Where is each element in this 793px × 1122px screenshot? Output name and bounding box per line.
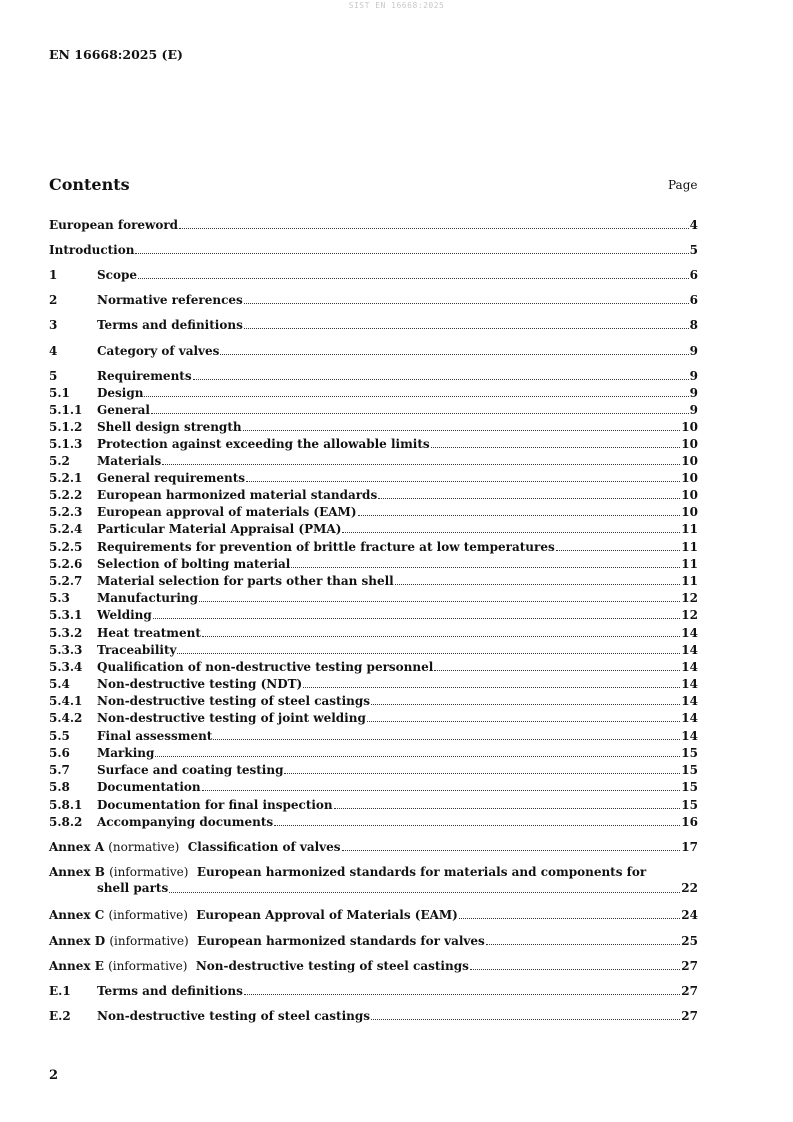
toc-title: Introduction (49, 243, 135, 257)
toc-page: 10 (681, 437, 698, 451)
dot-leader (153, 618, 681, 619)
toc-number: 5.5 (49, 729, 70, 743)
dot-leader (470, 969, 680, 970)
toc-title: Documentation for final inspection (97, 798, 333, 812)
annex-kind: (informative) (108, 908, 188, 922)
toc-title: Terms and definitions (97, 318, 243, 332)
toc-number: E.1 (49, 984, 71, 998)
dot-leader (244, 303, 689, 304)
dot-leader (213, 739, 680, 740)
toc-number: 5.2.6 (49, 557, 83, 571)
toc-title: Normative references (97, 293, 243, 307)
dot-leader (342, 532, 680, 533)
toc-number: 5.1.3 (49, 437, 83, 451)
toc-title: European harmonized material standards (97, 488, 378, 502)
annex-title: Classification of valves (187, 840, 341, 854)
annex-heading (49, 864, 698, 880)
toc-number: 3 (49, 318, 58, 332)
dot-leader (303, 687, 680, 688)
toc-title: Manufacturing (97, 591, 199, 605)
toc-title: Terms and definitions (97, 984, 243, 998)
toc-number: 5.1.2 (49, 420, 83, 434)
toc-title: Particular Material Appraisal (PMA) (97, 522, 342, 536)
toc-number: 5.2 (49, 454, 70, 468)
toc-number: 5.3 (49, 591, 70, 605)
toc-entry-ndt-welding[interactable] (49, 709, 698, 725)
toc-page: 17 (681, 840, 698, 854)
toc-page: 27 (681, 984, 698, 998)
toc-title: Non-destructive testing (NDT) (97, 677, 303, 691)
toc-title: Selection of bolting material (97, 557, 291, 571)
toc-page: 8 (689, 318, 698, 332)
toc-number: 5.3.4 (49, 660, 83, 674)
dot-leader (193, 379, 689, 380)
toc-entry-marking[interactable] (49, 744, 698, 760)
toc-title: Scope (97, 268, 138, 282)
toc-title: Marking (97, 746, 155, 760)
toc-number: 5.2.7 (49, 574, 83, 588)
dot-leader (459, 918, 680, 919)
toc-title: General (97, 403, 150, 417)
toc-number: 5.8.2 (49, 815, 83, 829)
toc-entry-bolting[interactable] (49, 555, 698, 571)
dot-leader (431, 447, 681, 448)
toc-entry-scope[interactable] (49, 266, 698, 282)
annex-kind: (informative) (108, 959, 188, 973)
dot-leader (291, 567, 680, 568)
annex-title: Non-destructive testing of steel castings (195, 959, 469, 973)
dot-leader (274, 825, 680, 826)
dot-leader (151, 413, 689, 414)
toc-entry-protection[interactable] (49, 435, 698, 451)
toc-number: 5.2.1 (49, 471, 83, 485)
dot-leader (169, 892, 680, 893)
toc-entry-heat-treatment[interactable] (49, 624, 698, 640)
toc-page: 14 (681, 660, 698, 674)
toc-page: 22 (681, 881, 698, 895)
toc-entry-shell-design[interactable] (49, 418, 698, 434)
toc-number: 5.2.3 (49, 505, 83, 519)
toc-entry-final-assessment[interactable] (49, 727, 698, 743)
toc-title: Category of valves (97, 344, 220, 358)
annex-heading (49, 840, 341, 854)
annex-heading (49, 908, 458, 922)
dot-leader (342, 850, 681, 851)
toc-number: 2 (49, 293, 58, 307)
toc-entry-annex-e[interactable] (49, 957, 698, 973)
toc-page: 24 (681, 908, 698, 922)
dot-leader (284, 773, 680, 774)
toc-title: Heat treatment (97, 626, 201, 640)
annex-label: Annex E (49, 959, 104, 973)
toc-entry-annex-b[interactable] (49, 864, 698, 896)
toc-page: 6 (689, 268, 698, 282)
dot-leader (199, 601, 680, 602)
annex-title: European harmonized standards for materials and components for (196, 865, 647, 879)
toc-entry-traceability[interactable] (49, 641, 698, 657)
toc-entry-e2[interactable] (49, 1007, 698, 1023)
toc-page: 10 (681, 488, 698, 502)
toc-page: 9 (689, 369, 698, 383)
toc-entry-introduction[interactable] (49, 241, 698, 257)
dot-leader (334, 808, 681, 809)
dot-leader (202, 636, 680, 637)
dot-leader (371, 1019, 680, 1020)
toc-page: 9 (689, 386, 698, 400)
toc-entry-brittle-fracture[interactable] (49, 538, 698, 554)
dot-leader (378, 498, 680, 499)
toc-number: 5 (49, 369, 58, 383)
toc-page: 11 (681, 557, 698, 571)
toc-number: 5.3.2 (49, 626, 83, 640)
dot-leader (202, 790, 681, 791)
toc-entry-general-requirements[interactable] (49, 469, 698, 485)
toc-title: Accompanying documents (97, 815, 274, 829)
toc-title: Welding (97, 608, 152, 622)
toc-page: 6 (689, 293, 698, 307)
toc-title: Requirements for prevention of brittle fracture at low temperatures (97, 540, 555, 554)
toc-entry-ndt-castings[interactable] (49, 692, 698, 708)
toc-entry-accompanying-docs[interactable] (49, 813, 698, 829)
dot-leader (395, 584, 681, 585)
document-id: EN 16668:2025 (E) (49, 47, 183, 62)
toc-entry-normative-references[interactable] (49, 291, 698, 307)
annex-label: Annex C (49, 908, 105, 922)
toc-number: 5.6 (49, 746, 70, 760)
dot-leader (243, 430, 681, 431)
toc-page: 12 (681, 591, 698, 605)
toc-entry-harmonized-material[interactable] (49, 486, 698, 502)
dot-leader (556, 550, 681, 551)
dot-leader (434, 670, 680, 671)
toc-title: General requirements (97, 471, 246, 485)
toc-page: 15 (681, 746, 698, 760)
dot-leader (371, 704, 680, 705)
toc-title: Non-destructive testing of joint welding (97, 711, 366, 725)
toc-number: 5.1 (49, 386, 70, 400)
toc-entry-pma[interactable] (49, 520, 698, 536)
toc-entry-eam[interactable] (49, 503, 698, 519)
contents-title: Contents (49, 175, 130, 194)
toc-entry-surface-coating[interactable] (49, 761, 698, 777)
dot-leader (162, 464, 680, 465)
toc-number: 5.2.4 (49, 522, 83, 536)
toc-title: Shell design strength (97, 420, 242, 434)
toc-entry-other-parts[interactable] (49, 572, 698, 588)
dot-leader (220, 354, 688, 355)
toc-page: 11 (681, 574, 698, 588)
toc-entry-welding[interactable] (49, 606, 698, 622)
annex-kind: (informative) (109, 865, 189, 879)
toc-page: 14 (681, 694, 698, 708)
toc-page: 25 (681, 934, 698, 948)
annex-label: Annex A (49, 840, 105, 854)
toc-title: Design (97, 386, 144, 400)
annex-heading (49, 934, 485, 948)
dot-leader (244, 328, 689, 329)
toc-title: Non-destructive testing of steel castings (97, 694, 371, 708)
annex-kind: (normative) (108, 840, 180, 854)
toc-number: 5.3.3 (49, 643, 83, 657)
annex-title: European Approval of Materials (EAM) (196, 908, 458, 922)
toc-page: 15 (681, 780, 698, 794)
dot-leader (358, 515, 681, 516)
toc-page: 10 (681, 420, 698, 434)
annex-heading (49, 959, 469, 973)
dot-leader (135, 253, 688, 254)
annex-title-continuation (49, 880, 698, 896)
toc-number: 5.4 (49, 677, 70, 691)
toc-title: Qualification of non-destructive testing personnel (97, 660, 434, 674)
toc-entry-documentation[interactable] (49, 778, 698, 794)
toc-number: 1 (49, 268, 58, 282)
toc-title: Final assessment (97, 729, 213, 743)
toc-title: Protection against exceeding the allowable limits (97, 437, 430, 451)
toc-page: 9 (689, 403, 698, 417)
annex-label: Annex B (49, 865, 105, 879)
toc-title: Traceability (97, 643, 177, 657)
toc-entry-e1[interactable] (49, 982, 698, 998)
toc-page: 16 (681, 815, 698, 829)
dot-leader (246, 481, 680, 482)
page-column-label: Page (668, 178, 698, 192)
toc-page: 14 (681, 729, 698, 743)
annex-title-line2: shell parts (97, 881, 169, 895)
toc-title: European foreword (49, 218, 179, 232)
toc-entry-ndt-personnel[interactable] (49, 658, 698, 674)
page-number: 2 (49, 1068, 59, 1083)
toc-entry-requirements[interactable] (49, 367, 698, 383)
dot-leader (144, 396, 688, 397)
toc-number: 5.1.1 (49, 403, 83, 417)
toc-title: Material selection for parts other than shell (97, 574, 394, 588)
dot-leader (179, 228, 689, 229)
toc-number: 5.4.1 (49, 694, 83, 708)
toc-entry-annex-d[interactable] (49, 932, 698, 948)
toc-title: Documentation (97, 780, 201, 794)
toc-page: 11 (681, 540, 698, 554)
toc-page: 15 (681, 763, 698, 777)
toc-page: 15 (681, 798, 698, 812)
annex-title: European harmonized standards for valves (197, 934, 485, 948)
toc-number: 5.7 (49, 763, 70, 777)
toc-number: 4 (49, 344, 58, 358)
dot-leader (486, 944, 681, 945)
toc-number: 5.2.5 (49, 540, 83, 554)
toc-number: 5.4.2 (49, 711, 83, 725)
annex-kind: (informative) (109, 934, 189, 948)
toc-title: Surface and coating testing (97, 763, 284, 777)
toc-entry-general[interactable] (49, 401, 698, 417)
toc-page: 12 (681, 608, 698, 622)
toc-page: 14 (681, 711, 698, 725)
toc-page: 14 (681, 677, 698, 691)
toc-number: 5.8 (49, 780, 70, 794)
toc-entry-materials[interactable] (49, 452, 698, 468)
toc-title: Materials (97, 454, 162, 468)
dot-leader (244, 994, 680, 995)
toc-entry-annex-c[interactable] (49, 906, 698, 922)
dot-leader (155, 756, 680, 757)
toc-title: Non-destructive testing of steel castings (97, 1009, 371, 1023)
toc-entry-terms[interactable] (49, 316, 698, 332)
toc-page: 14 (681, 626, 698, 640)
toc-entry-ndt[interactable] (49, 675, 698, 691)
toc-number: 5.2.2 (49, 488, 83, 502)
toc-entry-category[interactable] (49, 342, 698, 358)
toc-number: 5.3.1 (49, 608, 83, 622)
toc-entry-design[interactable] (49, 384, 698, 400)
toc-page: 14 (681, 643, 698, 657)
annex-label: Annex D (49, 934, 106, 948)
toc-page: 27 (681, 959, 698, 973)
toc-page: 27 (681, 1009, 698, 1023)
toc-entry-annex-a[interactable] (49, 838, 698, 854)
toc-number: 5.8.1 (49, 798, 83, 812)
toc-number: E.2 (49, 1009, 71, 1023)
toc-title: European approval of materials (EAM) (97, 505, 357, 519)
watermark: SIST EN 16668:2025 (348, 1, 445, 10)
toc-page: 11 (681, 522, 698, 536)
dot-leader (138, 278, 689, 279)
dot-leader (177, 653, 680, 654)
toc-entry-foreword[interactable] (49, 216, 698, 232)
toc-page: 4 (689, 218, 698, 232)
toc-title: Requirements (97, 369, 192, 383)
toc-page: 10 (681, 471, 698, 485)
toc-entry-final-inspection-docs[interactable] (49, 796, 698, 812)
dot-leader (367, 721, 680, 722)
toc-page: 5 (689, 243, 698, 257)
toc-page: 9 (689, 344, 698, 358)
toc-entry-manufacturing[interactable] (49, 589, 698, 605)
toc-page: 10 (681, 505, 698, 519)
toc-page: 10 (681, 454, 698, 468)
